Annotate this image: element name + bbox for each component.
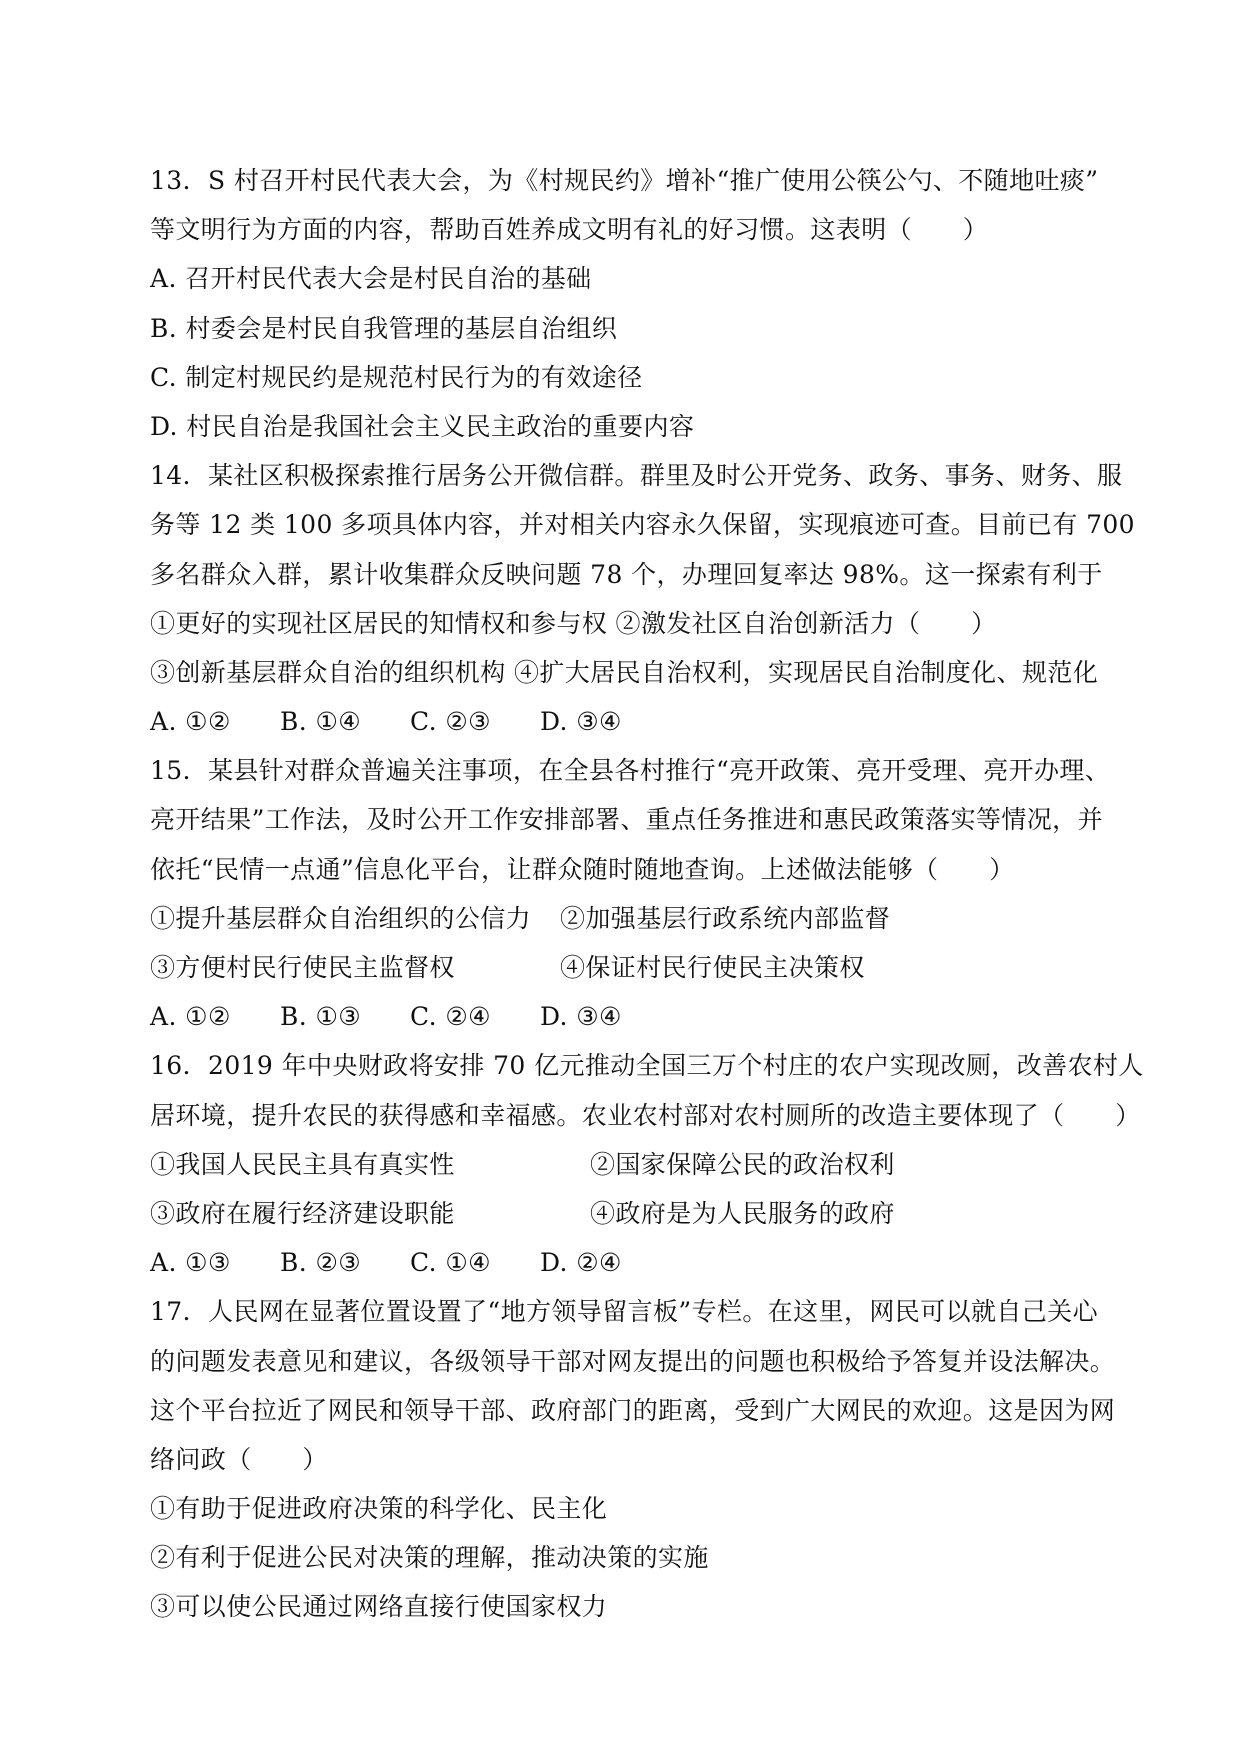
choice-d: D. ②④	[540, 1248, 622, 1278]
choice-b: B. ②③	[280, 1248, 362, 1278]
choice-c: C. ①④	[410, 1248, 491, 1278]
choice-c: C. ②③	[410, 707, 491, 737]
question-text-line: 17．人民网在显著位置设置了“地方领导留言板”专栏。在这里，网民可以就自己关心	[150, 1297, 1098, 1327]
statement-row	[150, 1140, 1110, 1189]
exam-page	[150, 156, 1144, 1632]
question-text-line: 14．某社区积极探索推行居务公开微信群。群里及时公开党务、政务、事务、财务、服	[150, 461, 1123, 491]
choice-b: B. ①④	[280, 707, 362, 737]
choice-b: B. ①③	[280, 1002, 362, 1032]
statement-line: ①更好的实现社区居民的知情权和参与权 ②激发社区自治创新活力（ ）	[150, 608, 997, 638]
statement-line: ②有利于促进公民对决策的理解，推动决策的实施	[150, 1543, 709, 1573]
question-16	[150, 1041, 1144, 1287]
question-text-line: 15．某县针对群众普遍关注事项，在全县各村推行“亮开政策、亮开受理、亮开办理、	[150, 756, 1111, 786]
statement-line: ③可以使公民通过网络直接行使国家权力	[150, 1592, 608, 1622]
question-text-line: 等文明行为方面的内容，帮助百姓养成文明有礼的好习惯。这表明（ ）	[150, 215, 989, 245]
question-text-line: 务等 12 类 100 多项具体内容，并对相关内容永久保留，实现痕迹可查。目前已有 700	[150, 510, 1135, 540]
statement-line: ①有助于促进政府决策的科学化、民主化	[150, 1494, 608, 1524]
answer-choices	[150, 992, 1110, 1041]
statement-2: ②加强基层行政系统内部监督	[560, 903, 891, 933]
option-c: C. 制定村规民约是规范村民行为的有效途径	[150, 362, 643, 392]
question-14	[150, 451, 1135, 746]
option-d: D. 村民自治是我国社会主义民主政治的重要内容	[150, 411, 695, 441]
question-13	[150, 156, 1110, 451]
statement-4: ④保证村民行使民主决策权	[560, 953, 865, 982]
statement-row	[150, 943, 1110, 992]
statement-1: ①我国人民民主具有真实性	[150, 1149, 455, 1179]
answer-choices	[150, 1238, 1110, 1287]
statement-line: ③创新基层群众自治的组织机构 ④扩大居民自治权利，实现居民自治制度化、规范化	[150, 657, 1099, 687]
question-15	[150, 746, 1110, 1041]
question-text-line: 亮开结果”工作法，及时公开工作安排部署、重点任务推进和惠民政策落实等情况，并	[150, 805, 1103, 835]
question-text-line: 16．2019 年中央财政将安排 70 亿元推动全国三万个村庄的农户实现改厕，改善农村人	[150, 1051, 1144, 1081]
statement-3: ③政府在履行经济建设职能	[150, 1198, 455, 1228]
statement-row	[150, 1189, 1110, 1238]
choice-d: D. ③④	[540, 707, 622, 737]
choice-a: A. ①③	[150, 1248, 231, 1278]
question-text-line: 络问政（ ）	[150, 1444, 328, 1474]
question-text-line: 居环境，提升农民的获得感和幸福感。农业农村部对农村厕所的改造主要体现了（ ）	[150, 1100, 1141, 1130]
question-text-line: 依托“民情一点通”信息化平台，让群众随时随地查询。上述做法能够（ ）	[150, 854, 1015, 884]
statement-row	[150, 894, 1110, 943]
answer-choices	[150, 697, 1110, 746]
choice-d: D. ③④	[540, 1002, 622, 1032]
choice-a: A. ①②	[150, 707, 231, 737]
statement-1: ①提升基层群众自治组织的公信力	[150, 903, 532, 933]
question-text-line: 多名群众入群，累计收集群众反映问题 78 个，办理回复率达 98%。这一探索有利于	[150, 559, 1103, 589]
statement-2: ②国家保障公民的政治权利	[590, 1149, 895, 1179]
option-a: A. 召开村民代表大会是村民自治的基础	[150, 264, 592, 294]
question-text-line: 的问题发表意见和建议，各级领导干部对网友提出的问题也积极给予答复并设法解决。	[150, 1346, 1116, 1376]
option-b: B. 村委会是村民自我管理的基层自治组织	[150, 313, 618, 343]
choice-a: A. ①②	[150, 1002, 231, 1032]
choice-c: C. ②④	[410, 1002, 491, 1032]
question-17	[150, 1287, 1116, 1631]
question-text-line: 这个平台拉近了网民和领导干部、政府部门的距离，受到广大网民的欢迎。这是因为网	[150, 1395, 1116, 1425]
question-text-line: 13．S 村召开村民代表大会，为《村规民约》增补“推广使用公筷公勺、不随地吐痰”	[150, 166, 1099, 195]
statement-4: ④政府是为人民服务的政府	[590, 1198, 895, 1228]
statement-3: ③方便村民行使民主监督权	[150, 953, 455, 982]
